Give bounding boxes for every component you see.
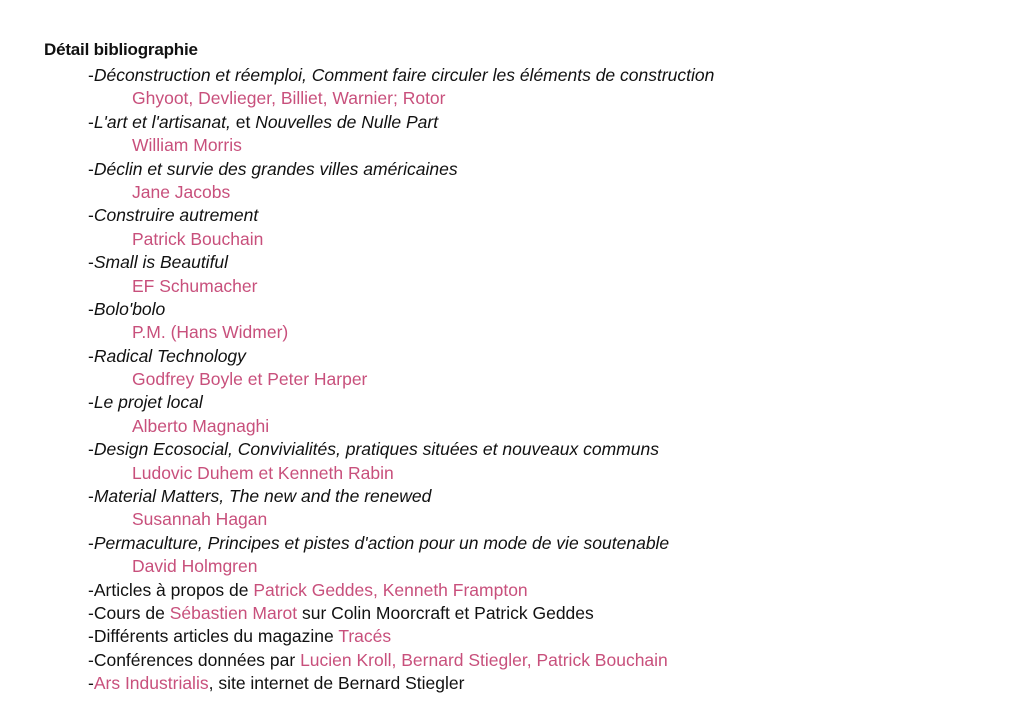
extra-accent: Lucien Kroll, Bernard Stiegler, Patrick Bouchain: [300, 649, 668, 670]
extra-text: Différents articles du magazine: [93, 626, 339, 647]
entry-title: [88, 251, 988, 274]
entry-author: David Holmgren: [132, 556, 258, 577]
dash: -: [88, 111, 94, 132]
extra-entry: [88, 602, 988, 625]
dash: -: [88, 439, 94, 460]
entry-title: [88, 438, 988, 461]
book-title: Radical Technology: [93, 345, 246, 366]
entry-author: Susannah Hagan: [132, 509, 268, 530]
section-heading: Détail bibliographie: [44, 40, 198, 59]
entry-author: P.M. (Hans Widmer): [132, 322, 289, 343]
extra-accent: Sébastien Marot: [169, 602, 298, 623]
entry-author: Ludovic Duhem et Kenneth Rabin: [132, 462, 394, 483]
entry-title: [88, 204, 988, 227]
dash: -: [88, 579, 94, 600]
dash: -: [88, 252, 94, 273]
entry-title: [88, 298, 988, 321]
extra-entry: [88, 625, 988, 648]
book-title: Le projet local: [93, 392, 203, 413]
dash: -: [88, 345, 94, 366]
book-title: Nouvelles de Nulle Part: [255, 111, 439, 132]
extra-text: Articles à propos de: [93, 579, 254, 600]
book-title: Déconstruction et réemploi, Comment faire circuler les éléments de construction: [93, 65, 715, 85]
bibliography-list: [88, 64, 988, 696]
dash: -: [88, 298, 94, 319]
extra-text: Conférences données par: [93, 649, 301, 670]
entry-author: William Morris: [132, 135, 242, 156]
connector-text: et: [230, 111, 256, 132]
book-title: Bolo'bolo: [93, 298, 166, 319]
entry-title: [88, 391, 988, 414]
dash: -: [88, 673, 94, 694]
entry-title: [88, 111, 988, 134]
extra-text: Cours de: [93, 602, 170, 623]
dash: -: [88, 649, 94, 670]
dash: -: [88, 486, 94, 507]
extra-entry: [88, 649, 988, 672]
extra-accent: Patrick Geddes, Kenneth Frampton: [253, 579, 528, 600]
book-title: Construire autrement: [93, 205, 259, 226]
dash: -: [88, 602, 94, 623]
extra-entry: [88, 672, 988, 695]
entry-author: Godfrey Boyle et Peter Harper: [132, 369, 368, 390]
entry-title: [88, 345, 988, 368]
book-title: Design Ecosocial, Convivialités, pratiques situées et nouveaux communs: [93, 439, 659, 460]
dash: -: [88, 392, 94, 413]
dash: -: [88, 65, 94, 85]
entry-author: Alberto Magnaghi: [132, 415, 270, 436]
extra-entry: [88, 579, 988, 602]
book-title: L'art et l'artisanat,: [93, 111, 231, 132]
entry-title: [88, 64, 988, 87]
book-title: Permaculture, Principes et pistes d'action pour un mode de vie soutenable: [93, 532, 670, 553]
dash: -: [88, 205, 94, 226]
extra-accent: Tracés: [338, 626, 392, 647]
book-title: Material Matters, The new and the renewed: [93, 486, 432, 507]
extra-text: , site internet de Bernard Stiegler: [208, 673, 465, 694]
dash: -: [88, 158, 94, 179]
dash: -: [88, 532, 94, 553]
entry-author: EF Schumacher: [132, 275, 258, 296]
entry-author: Patrick Bouchain: [132, 228, 264, 249]
extra-text: sur Colin Moorcraft et Patrick Geddes: [297, 602, 594, 623]
entry-author: Jane Jacobs: [132, 181, 231, 202]
extra-accent: Ars Industrialis: [93, 673, 209, 694]
book-title: Déclin et survie des grandes villes américaines: [93, 158, 458, 179]
entry-title: [88, 485, 988, 508]
entry-title: [88, 532, 988, 555]
book-title: Small is Beautiful: [93, 252, 229, 273]
entry-title: [88, 158, 988, 181]
dash: -: [88, 626, 94, 647]
entry-author: Ghyoot, Devlieger, Billiet, Warnier; Rotor: [132, 88, 446, 109]
